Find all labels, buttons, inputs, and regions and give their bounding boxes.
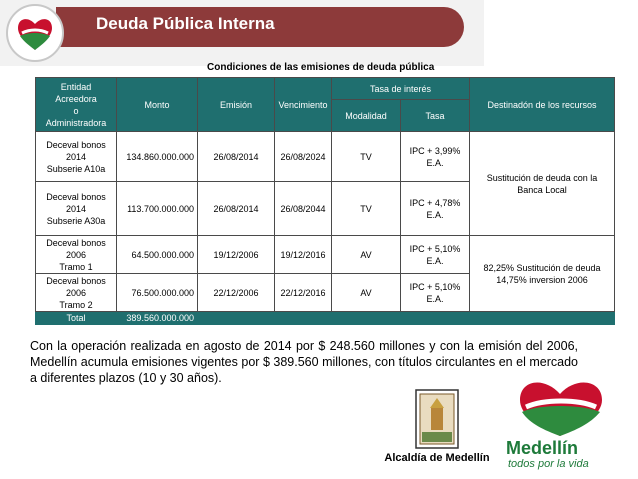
- cell-issue: 26/08/2014: [198, 182, 275, 236]
- cell-rate: IPC + 4,78% E.A.: [401, 182, 470, 236]
- cell-rate: IPC + 5,10% E.A.: [401, 274, 470, 312]
- cell-entity-line: 2006: [65, 249, 87, 260]
- cell-entity-line: 2006: [65, 287, 87, 298]
- total-blank: [198, 312, 615, 325]
- debt-issuance-table: [35, 77, 615, 325]
- cell-amount: 76.500.000.000: [117, 274, 198, 312]
- cell-entity-line: 2014: [65, 203, 87, 214]
- brand-slogan: todos por la vida: [508, 458, 589, 470]
- cell-rate: IPC + 3,99% E.A.: [401, 132, 470, 182]
- cell-entity-line: Deceval bonos: [46, 191, 106, 202]
- header-destination: Destinadón de los recursos: [470, 78, 615, 132]
- cell-modality: TV: [332, 182, 401, 236]
- header-entity-line: Acreedora: [55, 93, 97, 104]
- cell-entity-line: Tramo 2: [59, 299, 93, 310]
- cell-entity-line: Subserie A30a: [46, 215, 106, 226]
- cell-modality: AV: [332, 236, 401, 274]
- cell-issue: 26/08/2014: [198, 132, 275, 182]
- header-amount: Monto: [117, 78, 198, 132]
- cell-entity-line: Deceval bonos: [46, 237, 106, 248]
- cell-entity-line: Deceval bonos: [46, 139, 106, 150]
- header-modality: Modalidad: [332, 100, 401, 132]
- cell-entity-line: Deceval bonos: [46, 275, 106, 286]
- cell-destination-line: 14,75% inversion 2006: [496, 274, 588, 285]
- cell-modality: TV: [332, 132, 401, 182]
- header-banner: [0, 0, 484, 66]
- cell-entity: [36, 236, 117, 274]
- header-rate: Tasa: [401, 100, 470, 132]
- total-label: Total: [36, 312, 117, 325]
- medellin-brand-logo: [498, 372, 624, 472]
- cell-issue: 22/12/2006: [198, 274, 275, 312]
- cell-entity: [36, 274, 117, 312]
- cell-maturity: 19/12/2016: [275, 236, 332, 274]
- header-entity: [36, 78, 117, 132]
- header-maturity: Vencimiento: [275, 78, 332, 132]
- summary-paragraph: Con la operación realizada en agosto de 2014 por $ 248.560 millones y con la emisión del 2006, Medellín acumula emisiones vigentes por $ 389.560 millones, con títulos circulantes en el mercado a diferentes plazos (10 y 30 años).: [30, 339, 578, 385]
- table-row: [36, 132, 615, 182]
- cell-amount: 134.860.000.000: [117, 132, 198, 182]
- cell-entity: [36, 132, 117, 182]
- table-title: Condiciones de las emisiones de deuda pública: [207, 62, 435, 73]
- cell-entity-line: Tramo 1: [59, 261, 93, 272]
- header-rate-group: Tasa de interés: [332, 78, 470, 100]
- cell-amount: 64.500.000.000: [117, 236, 198, 274]
- header-entity-line: Administradora: [45, 117, 107, 128]
- cell-maturity: 26/08/2024: [275, 132, 332, 182]
- header-entity-line: Entidad: [60, 81, 92, 92]
- header-issue: Emisión: [198, 78, 275, 132]
- table-row: [36, 236, 615, 274]
- medellin-heart-logo-icon: [6, 4, 64, 62]
- brand-name: Medellín: [506, 438, 579, 458]
- cell-destination: [470, 236, 615, 312]
- cell-maturity: 22/12/2016: [275, 274, 332, 312]
- cell-destination-line: Banca Local: [517, 184, 567, 195]
- cell-destination-line: Sustitución de deuda con la: [486, 172, 598, 183]
- cell-modality: AV: [332, 274, 401, 312]
- coat-of-arms-icon: [376, 386, 498, 450]
- header-entity-line: o: [73, 105, 79, 116]
- cell-maturity: 26/08/2044: [275, 182, 332, 236]
- cell-entity-line: 2014: [65, 151, 87, 162]
- cell-entity: [36, 182, 117, 236]
- cell-destination-line: 82,25% Sustitución de deuda: [483, 262, 601, 273]
- medellin-heart-icon: [498, 372, 624, 438]
- cell-issue: 19/12/2006: [198, 236, 275, 274]
- cell-entity-line: Subserie A10a: [46, 163, 106, 174]
- alcaldia-logo: [376, 386, 498, 474]
- page-title: Deuda Pública Interna: [96, 14, 275, 33]
- total-row: [36, 312, 615, 325]
- total-amount: 389.560.000.000: [117, 312, 198, 325]
- alcaldia-name: Alcaldía de Medellín: [384, 452, 490, 464]
- cell-destination: [470, 132, 615, 236]
- cell-amount: 113.700.000.000: [117, 182, 198, 236]
- cell-rate: IPC + 5,10% E.A.: [401, 236, 470, 274]
